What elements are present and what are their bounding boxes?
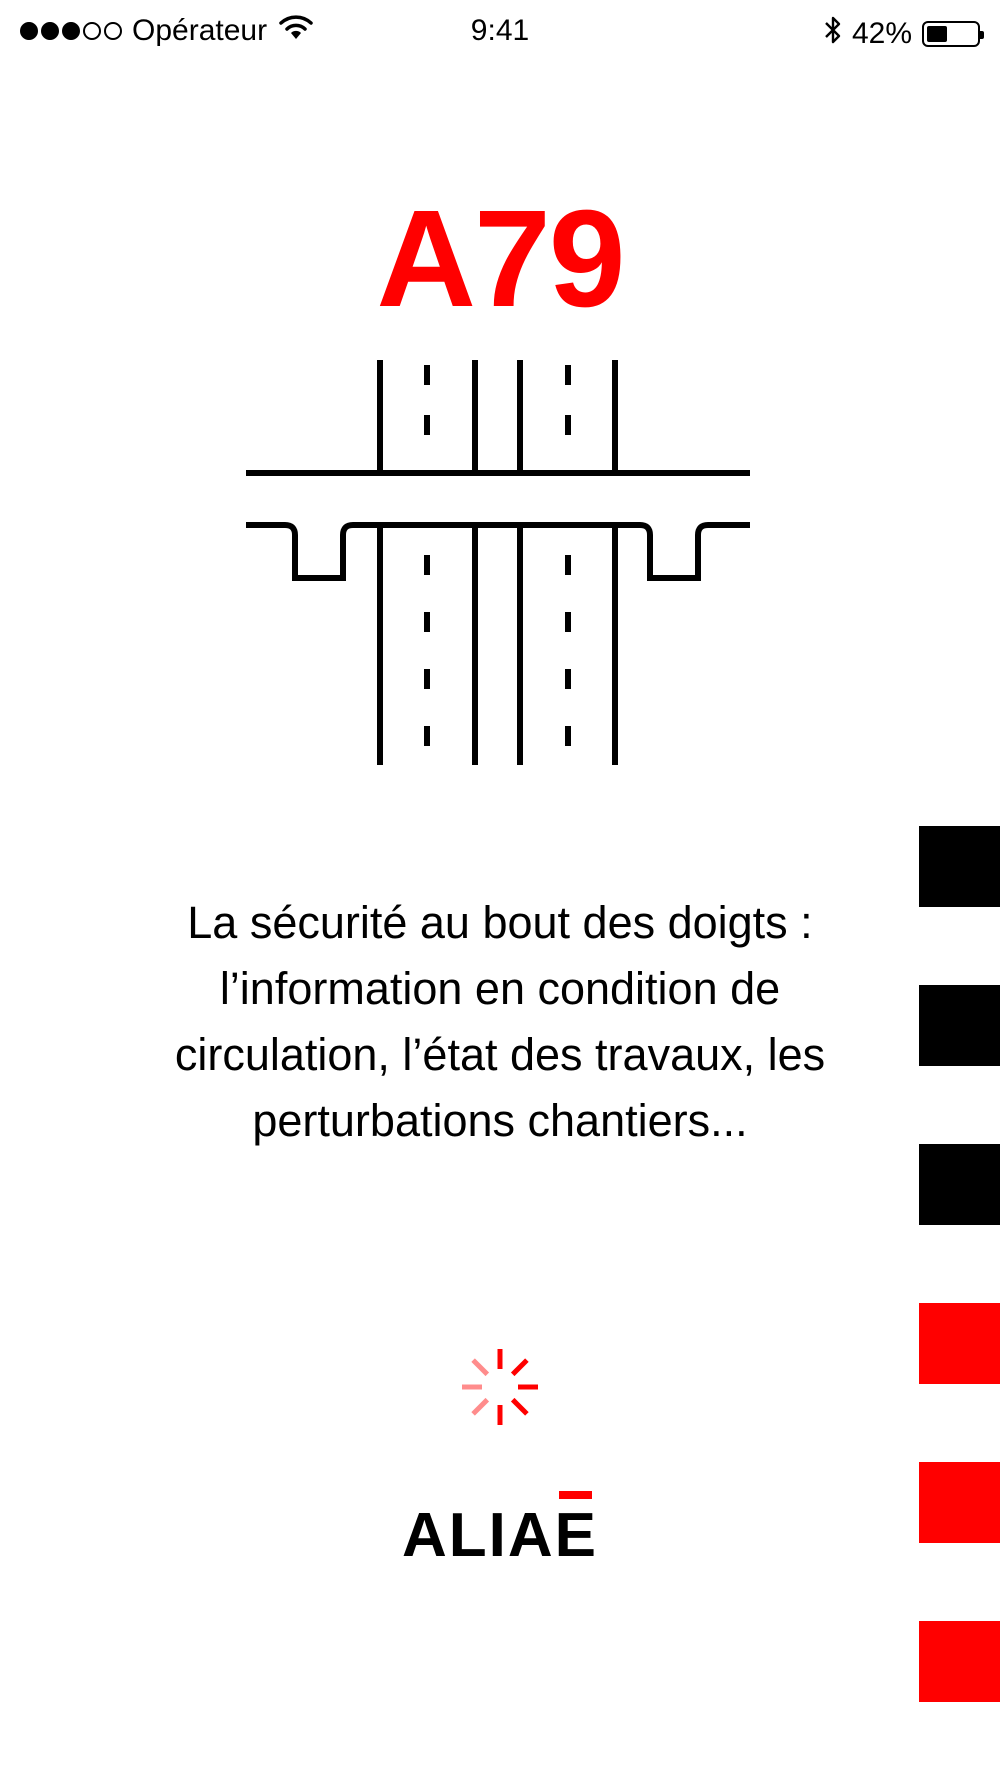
intro-description: La sécurité au bout des doigts : l’information en condition de circulation, l’état des travaux, les perturbations chantiers...	[174, 897, 826, 1146]
bluetooth-icon	[824, 14, 842, 54]
route-title: A79	[376, 182, 624, 336]
side-tab-strip	[919, 826, 1000, 1780]
status-bar	[0, 0, 1000, 70]
status-time: 9:41	[470, 14, 530, 47]
spinner-tick	[473, 1400, 487, 1414]
side-tab-4[interactable]	[919, 1303, 1000, 1384]
battery-level-fill	[927, 26, 947, 42]
spinner-tick	[473, 1360, 487, 1374]
side-tab-3[interactable]	[919, 1144, 1000, 1225]
brand-name-accent-letter: E	[554, 1501, 598, 1570]
aliae-logo	[0, 1501, 1000, 1570]
spinner-tick	[513, 1360, 527, 1374]
battery-icon	[922, 21, 980, 47]
side-tab-1[interactable]	[919, 826, 1000, 907]
brand-name-prefix: ALIA	[401, 1501, 555, 1570]
status-right	[824, 14, 980, 54]
highway-overpass-icon	[240, 360, 760, 775]
battery-percent: 42%	[851, 17, 912, 50]
side-tab-2[interactable]	[919, 985, 1000, 1066]
side-tab-5[interactable]	[919, 1462, 1000, 1543]
side-tab-6[interactable]	[919, 1621, 1000, 1702]
loading-spinner-icon	[458, 1345, 542, 1434]
battery-cap	[980, 31, 984, 39]
carrier-name: Opérateur	[132, 14, 268, 47]
spinner-tick	[513, 1400, 527, 1414]
